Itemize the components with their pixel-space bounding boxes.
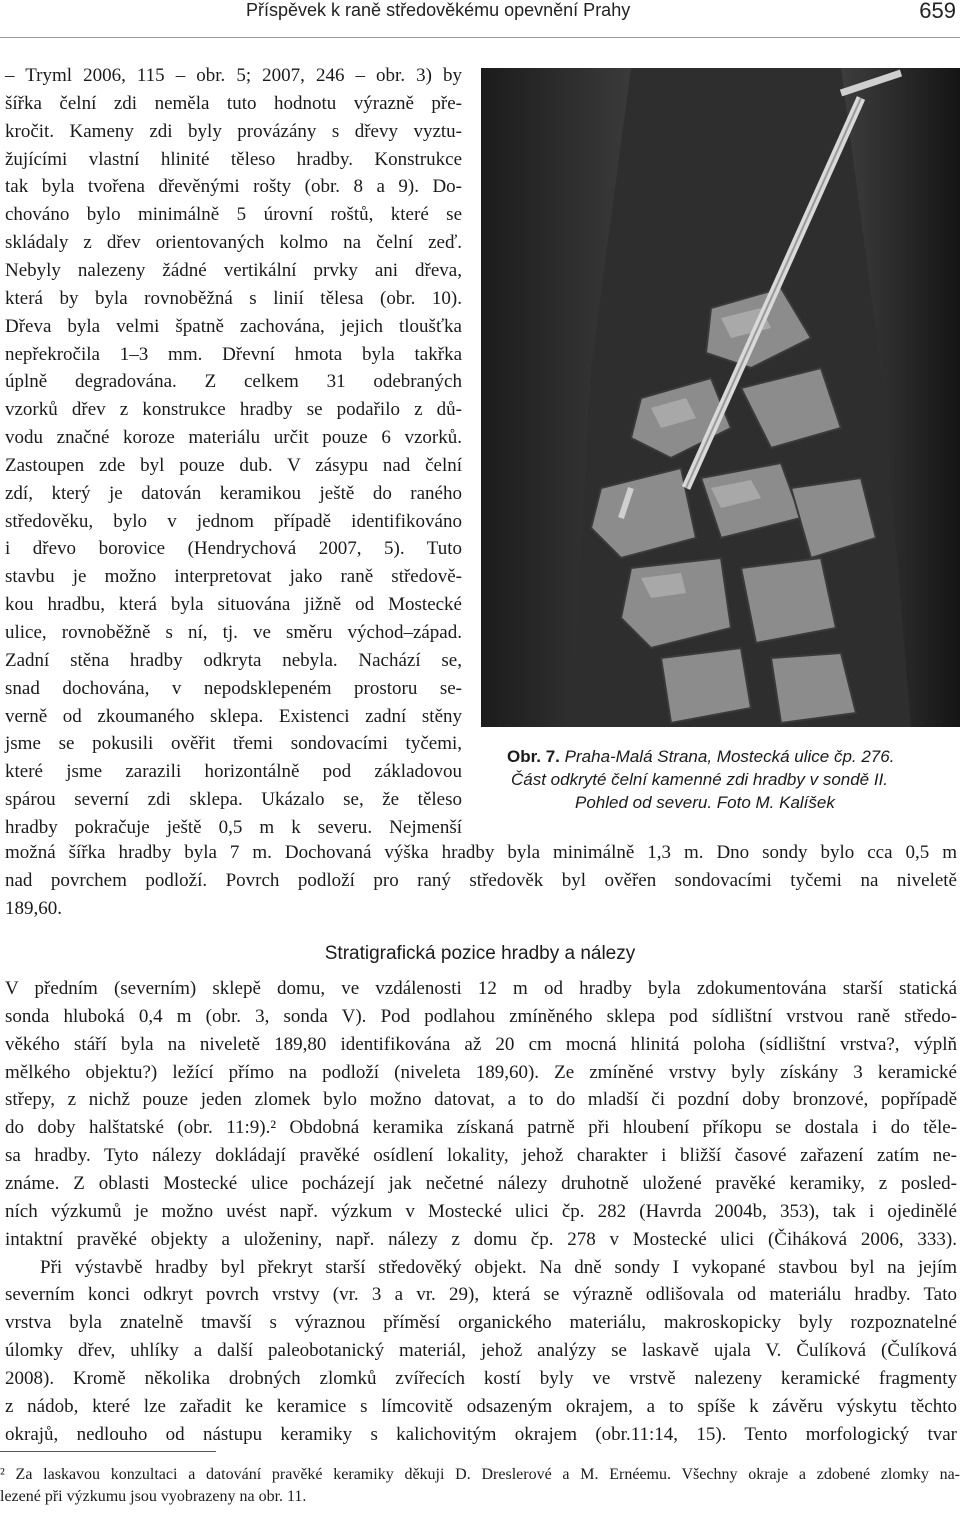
full2-line: úlomky dřev, uhlíky a další paleobotanický materiál, jehož analýzy se laskavě ujala V. Čulíková (Čulíková bbox=[5, 1340, 957, 1362]
full1-line: možná šířka hradby byla 7 m. Dochovaná výška hradby byla minimálně 1,3 m. Dno sondy bylo cca 0,5 m bbox=[5, 842, 957, 863]
col-line: která by byla rovnoběžná s linií tělesa (obr. 10). bbox=[5, 287, 462, 309]
col-line: vodu značné koroze materiálu určit pouze 6 vzorků. bbox=[5, 427, 462, 449]
col-line: šířka čelní zdi neměla tuto hodnotu výrazně pře- bbox=[5, 92, 462, 114]
figure-caption-line-3: Pohled od severu. Foto M. Kalíšek bbox=[575, 793, 835, 812]
full2-line: vrstva byla znatelně tmavší s výraznou příměsí organického materiálu, makroskopicky byly rozpoznatelné bbox=[5, 1312, 957, 1334]
col-line: stavbu je možno interpretovat jako raně středově- bbox=[5, 566, 462, 588]
col-line: spárou severní zdi sklepa. Ukázalo se, že těleso bbox=[5, 789, 462, 811]
footnote-line-1: ² Za laskavou konzultaci a datování pravěké keramiky děkuji D. Dreslerové a M. Ernéemu. Všechny okraje a zdobené zlomky na- bbox=[0, 1466, 960, 1483]
col-line: středověku, bylo v jednom případě identifikováno bbox=[5, 510, 462, 532]
full2-line: známe. Z oblasti Mostecké ulice pocházejí jak nečetné nálezy druhotně uložené pravěké keramiky, z posled- bbox=[5, 1172, 957, 1194]
running-header bbox=[0, 0, 960, 26]
full2-line: sa hradby. Tyto nálezy dokládají pravěké osídlení lokality, jehož charakter i bližší časové zařazení zatím ne- bbox=[5, 1145, 957, 1167]
figure-caption-line-2: Část odkryté čelní kamenné zdi hradby v sondě II. bbox=[511, 770, 889, 789]
full2-line: V předním (severním) sklepě domu, ve vzdálenosti 12 m od hradby byla zdokumentována starší statická bbox=[5, 978, 957, 999]
col-line: skládaly z dřev orientovaných kolmo na čelní zeď. bbox=[5, 232, 462, 254]
full1-line: nad povrchem podloží. Povrch podloží pro raný středověk byl ověřen sondovacími tyčemi na niveletě bbox=[5, 869, 957, 891]
full2-line: věkého stáří byla na niveletě 189,80 identifikována až 20 cm mocná hlinitá poloha (sídlištní vrstva?, výplň bbox=[5, 1033, 957, 1055]
full2-line: střepy, z nichž pouze jeden zlomek bylo možno datovat, a to do mladší či pozdní doby bronzové, popřípadě bbox=[5, 1089, 957, 1111]
col-line: – Tryml 2006, 115 – obr. 5; 2007, 246 – obr. 3) by bbox=[5, 65, 462, 86]
col-line: vzorků dřev z konstrukce hradby se podařilo z dů- bbox=[5, 399, 462, 421]
col-line: nepřekročila 1–3 mm. Dřevní hmota byla takřka bbox=[5, 343, 462, 365]
col-line: které jsme zarazili horizontálně pod základovou bbox=[5, 761, 462, 783]
col-line: tak byla tvořena dřevěnými rošty (obr. 8 a 9). Do- bbox=[5, 176, 462, 198]
full2-line: do doby halštatské (obr. 11:9).² Obdobná keramika získaná patrně při hloubení příkopu se dostala i do těle- bbox=[5, 1117, 957, 1139]
running-title: Příspěvek k raně středověkému opevnění Prahy bbox=[246, 0, 631, 20]
col-line: Zadní stěna hradby odkryta nebyla. Nachází se, bbox=[5, 649, 462, 671]
col-line: kou hradbu, která byla situována jižně od Mostecké bbox=[5, 594, 462, 616]
col-line: kročit. Kameny zdi byly provázány s dřevy vyztu- bbox=[5, 120, 462, 142]
figure-caption-line-1 bbox=[507, 745, 894, 769]
col-line: ulice, rovnoběžně s ní, tj. ve směru východ–západ. bbox=[5, 622, 462, 643]
col-line: verně od zkoumaného sklepa. Existenci zadní stěny bbox=[5, 705, 462, 727]
header-divider bbox=[0, 37, 960, 38]
col-line: hradby pokračuje ještě 0,5 m k severu. Nejmenší bbox=[5, 816, 462, 838]
figure-caption-text-1: Praha-Malá Strana, Mostecká ulice čp. 276. bbox=[564, 747, 895, 766]
excavation-photo bbox=[481, 68, 960, 727]
col-line: jsme se pokusili ověřit třemi sondovacími tyčemi, bbox=[5, 733, 462, 755]
section-heading: Stratigrafická pozice hradby a nálezy bbox=[324, 943, 636, 964]
col-line: Dřeva byla velmi špatně zachována, jejich tloušťka bbox=[5, 315, 462, 337]
full2-line: z nádob, které lze zařadit ke keramice s límcovitě odsazeným okrajem, a to spíše k závěru výskytu těchto bbox=[5, 1395, 957, 1417]
full2-line: severním konci odkryt povrch vrstvy (vr. 3 a vr. 29), která se výrazně odlišovala od materiálu hradby. Tato bbox=[5, 1284, 957, 1306]
col-line: chováno bylo minimálně 5 úrovní roštů, které se bbox=[5, 204, 462, 226]
col-line: úplně degradována. Z celkem 31 odebraných bbox=[5, 371, 462, 393]
footnote-line-2: lezené při výzkumu jsou vyobrazeny na obr. 11. bbox=[0, 1488, 307, 1505]
full2-line: 2008). Kromě několika drobných zlomků zvířecích kostí byly ve vrstvě nalezeny keramické fragmenty bbox=[5, 1367, 957, 1389]
col-line: i dřevo borovice (Hendrychová 2007, 5). Tuto bbox=[5, 538, 462, 560]
full2-line: intaktní pravěké objekty a uloženiny, např. nálezy z domu čp. 278 v Mostecké ulici (Čiháková 2006, 333). bbox=[5, 1228, 957, 1250]
footnote-divider bbox=[0, 1451, 216, 1452]
full2-line: Při výstavbě hradby byl překryt starší středověký objekt. Na dně sondy I vykopané stavbou byl na jejím bbox=[40, 1256, 957, 1278]
col-line: Zastoupen zde byl pouze dub. V zásypu nad čelní bbox=[5, 454, 462, 476]
full2-line: mělkého objektu?) ležící přímo na podloží (niveleta 189,60). Ze zmíněné vrstvy byly získány 3 keramické bbox=[5, 1061, 957, 1083]
col-line: Nebyly nalezeny žádné vertikální prvky ani dřeva, bbox=[5, 259, 462, 281]
full2-line: sonda hluboká 0,4 m (obr. 3, sonda V). Pod podlahou zmíněného sklepa pod sídlištní vrstvou raně středo- bbox=[5, 1005, 957, 1027]
figure-label: Obr. 7. bbox=[507, 747, 560, 766]
col-line: snad dochována, v nepodsklepeném prostoru se- bbox=[5, 677, 462, 699]
col-line: zdí, který je datován keramikou ještě do raného bbox=[5, 482, 462, 504]
full1-line: 189,60. bbox=[5, 897, 62, 919]
page-number: 659 bbox=[919, 0, 956, 23]
full2-line: okrajů, nedlouho od nástupu keramiky s kalichovitým okrajem (obr.11:14, 15). Tento morfologický tvar bbox=[5, 1423, 957, 1445]
col-line: žujícími vlastní hlinité těleso hradby. Konstrukce bbox=[5, 148, 462, 170]
full2-line: ních výzkumů je možno uvést např. výzkum v Mostecké ulici čp. 282 (Havrda 2004b, 353), tak i ojedinělé bbox=[5, 1200, 957, 1222]
